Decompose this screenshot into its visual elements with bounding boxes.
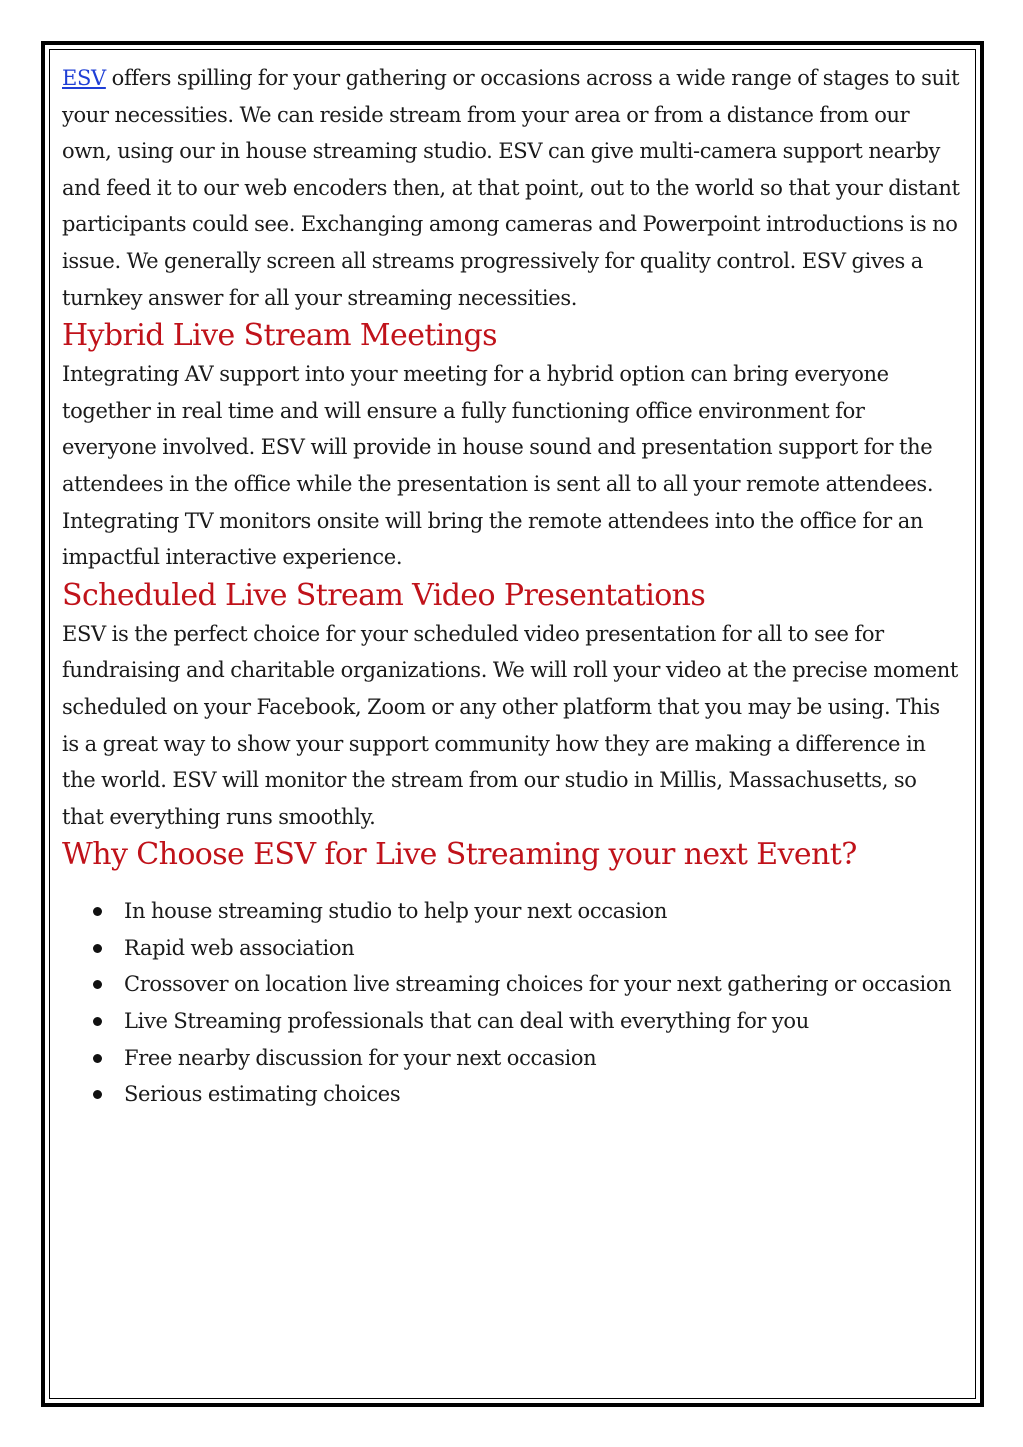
heading-why-choose-esv: Why Choose ESV for Live Streaming your next Event? — [62, 837, 857, 873]
paragraph-hybrid-live-stream: Integrating AV support into your meeting for a hybrid option can bring everyone together in real time and will ensure a fully functioning office environment for everyone involved. ESV will provide in house sound and presentation support for the attendees in the office while the presentation is sent all to all your remote attendees. Integrating TV monitors onsite will bring the remote attendees into the office for an impactful interactive experience. — [62, 362, 934, 570]
bullet-icon — [93, 980, 102, 989]
list-item — [62, 1040, 962, 1077]
reasons-list — [62, 893, 962, 1113]
bullet-icon — [93, 1017, 102, 1026]
bullet-icon — [93, 1090, 102, 1099]
list-item-text: Live Streaming professionals that can deal with everything for you — [124, 1009, 809, 1034]
bullet-icon — [93, 944, 102, 953]
list-item-text: Free nearby discussion for your next occasion — [124, 1045, 597, 1070]
paragraph-scheduled-presentations: ESV is the perfect choice for your scheduled video presentation for all to see for fundraising and charitable organizations. We will roll your video at the precise moment scheduled on your Facebook, Zoom or any other platform that you may be using. This is a great way to show your support community how they are making a difference in the world. ESV will monitor the stream from our studio in Millis, Massachusetts, so that everything runs smoothly. — [62, 621, 958, 829]
list-item — [62, 1003, 962, 1040]
list-item — [62, 966, 962, 1003]
heading-scheduled-presentations: Scheduled Live Stream Video Presentations — [62, 577, 706, 613]
list-item-text: Serious estimating choices — [124, 1082, 401, 1107]
list-item-text: Crossover on location live streaming choices for your next gathering or occasion — [124, 972, 952, 997]
document-content — [62, 60, 962, 1113]
list-item — [62, 893, 962, 930]
list-item-text: In house streaming studio to help your next occasion — [124, 899, 668, 924]
list-item-text: Rapid web association — [124, 935, 355, 960]
intro-paragraph — [62, 60, 962, 316]
list-item — [62, 1076, 962, 1113]
bullet-icon — [93, 1054, 102, 1063]
intro-text: offers spilling for your gathering or occasions across a wide range of stages to suit your necessities. We can reside stream from your area or from a distance from our own, using our in house streaming studio. ESV can give multi-camera support nearby and feed it to our web encoders then, at that point, out to the world so that your distant participants could see. Exchanging among cameras and Powerpoint introductions is no issue. We generally screen all streams progressively for quality control. ESV gives a turnkey answer for all your streaming necessities. — [62, 66, 960, 310]
heading-hybrid-live-stream: Hybrid Live Stream Meetings — [62, 318, 497, 354]
list-item — [62, 930, 962, 967]
bullet-icon — [93, 907, 102, 916]
esv-link[interactable]: ESV — [62, 66, 106, 90]
